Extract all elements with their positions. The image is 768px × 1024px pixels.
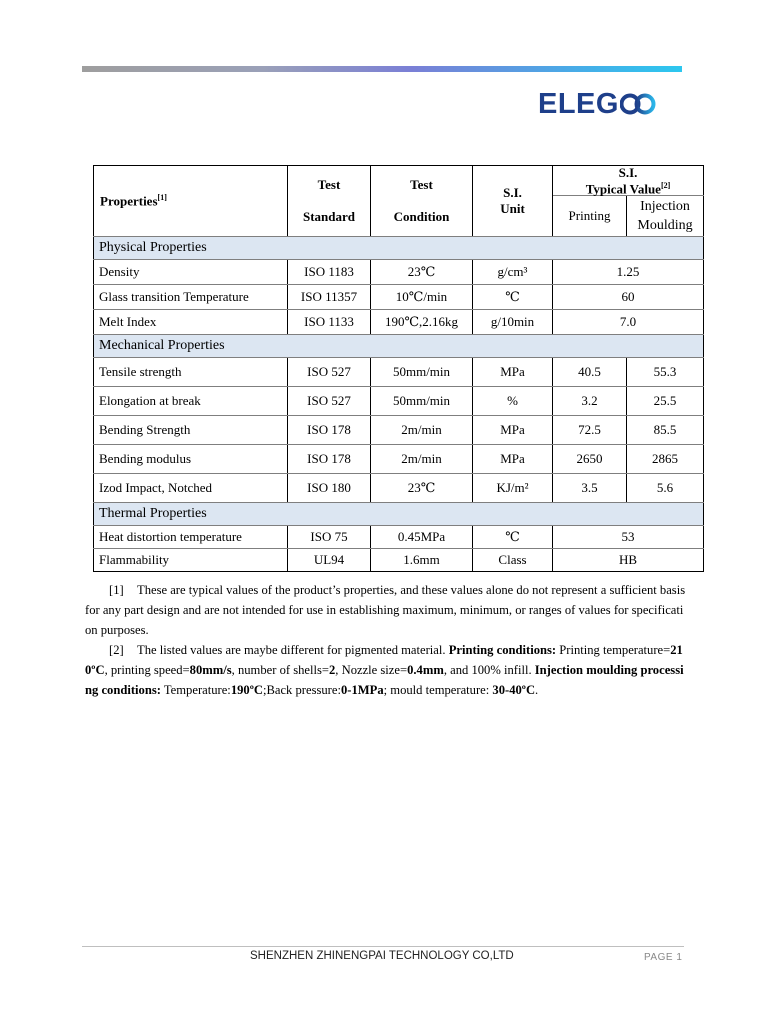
table-row	[94, 387, 704, 416]
section-physical-properties: Physical Properties	[94, 237, 704, 260]
table-row	[94, 549, 704, 572]
cell-value: 7.0	[553, 310, 704, 335]
table-row	[94, 260, 704, 285]
cell-property: Elongation at break	[94, 387, 288, 416]
cell-condition: 50mm/min	[371, 358, 473, 387]
cell-value: 1.25	[553, 260, 704, 285]
cell-printing: 3.5	[553, 474, 627, 503]
header-test-standard: Test Standard	[288, 166, 371, 237]
cell-condition: 50mm/min	[371, 387, 473, 416]
cell-property: Melt Index	[94, 310, 288, 335]
header-test-condition: Test Condition	[371, 166, 473, 237]
table-row	[94, 310, 704, 335]
cell-injection: 5.6	[627, 474, 704, 503]
cell-property: Density	[94, 260, 288, 285]
properties-table	[93, 165, 704, 572]
cell-unit: MPa	[473, 358, 553, 387]
cell-unit: ℃	[473, 285, 553, 310]
cell-property: Flammability	[94, 549, 288, 572]
footnotes	[85, 580, 689, 700]
cell-condition: 190℃,2.16kg	[371, 310, 473, 335]
logo-text: ELEG	[538, 87, 619, 120]
cell-unit: g/10min	[473, 310, 553, 335]
cell-property: Glass transition Temperature	[94, 285, 288, 310]
cell-unit: MPa	[473, 416, 553, 445]
cell-unit: ℃	[473, 526, 553, 549]
cell-unit: MPa	[473, 445, 553, 474]
cell-condition: 0.45MPa	[371, 526, 473, 549]
cell-condition: 2m/min	[371, 445, 473, 474]
cell-condition: 10℃/min	[371, 285, 473, 310]
table-row	[94, 285, 704, 310]
header-printing: Printing	[553, 196, 627, 237]
page-number: PAGE 1	[644, 952, 683, 963]
cell-value: HB	[553, 549, 704, 572]
cell-standard: UL94	[288, 549, 371, 572]
cell-standard: ISO 527	[288, 387, 371, 416]
cell-unit: KJ/m²	[473, 474, 553, 503]
header-injection-moulding: Injection Moulding	[627, 196, 704, 237]
cell-printing: 3.2	[553, 387, 627, 416]
elegoo-logo	[538, 88, 656, 120]
footer-divider	[82, 946, 684, 947]
cell-standard: ISO 75	[288, 526, 371, 549]
cell-standard: ISO 11357	[288, 285, 371, 310]
cell-value: 60	[553, 285, 704, 310]
cell-unit: %	[473, 387, 553, 416]
cell-property: Izod Impact, Notched	[94, 474, 288, 503]
cell-injection: 55.3	[627, 358, 704, 387]
section-mechanical-properties: Mechanical Properties	[94, 335, 704, 358]
cell-standard: ISO 1133	[288, 310, 371, 335]
table-row	[94, 416, 704, 445]
cell-printing: 72.5	[553, 416, 627, 445]
section-thermal-properties: Thermal Properties	[94, 503, 704, 526]
cell-condition: 23℃	[371, 260, 473, 285]
header-typical-value: S.I. Typical Value[2]	[553, 166, 704, 196]
cell-injection: 25.5	[627, 387, 704, 416]
footnote-1: [1] These are typical values of the product’s properties, and these values alone do not represent a sufficient basis for any part design and are not intended for use in establishing maximum, minimum, or ranges of values for specification purposes.	[85, 583, 686, 637]
cell-injection: 2865	[627, 445, 704, 474]
cell-condition: 2m/min	[371, 416, 473, 445]
cell-unit: Class	[473, 549, 553, 572]
cell-standard: ISO 178	[288, 445, 371, 474]
cell-condition: 1.6mm	[371, 549, 473, 572]
cell-standard: ISO 180	[288, 474, 371, 503]
infinity-logo-icon	[620, 91, 656, 117]
footer-company: SHENZHEN ZHINENGPAI TECHNOLOGY CO,LTD	[250, 950, 514, 962]
cell-property: Heat distortion temperature	[94, 526, 288, 549]
cell-standard: ISO 178	[288, 416, 371, 445]
cell-standard: ISO 527	[288, 358, 371, 387]
table-row	[94, 474, 704, 503]
table-row	[94, 526, 704, 549]
cell-printing: 40.5	[553, 358, 627, 387]
table-row	[94, 445, 704, 474]
cell-property: Tensile strength	[94, 358, 288, 387]
table-row	[94, 358, 704, 387]
cell-property: Bending Strength	[94, 416, 288, 445]
cell-property: Bending modulus	[94, 445, 288, 474]
header-gradient-bar	[82, 66, 682, 72]
footnote-2: [2] The listed values are maybe different for pigmented material. Printing conditions: Printing temperature=210ºC, printing speed=80mm/s, number of shells=2, Nozzle size=0.4mm, and 100% infill. Injection moulding processing conditions: Temperature:190ºC;Back pressure:0-1MPa; mould temperature: 30-40ºC.	[85, 643, 684, 697]
header-properties: Properties[1]	[94, 166, 288, 237]
cell-standard: ISO 1183	[288, 260, 371, 285]
cell-condition: 23℃	[371, 474, 473, 503]
header-si-unit: S.I. Unit	[473, 166, 553, 237]
cell-printing: 2650	[553, 445, 627, 474]
cell-value: 53	[553, 526, 704, 549]
cell-injection: 85.5	[627, 416, 704, 445]
cell-unit: g/cm³	[473, 260, 553, 285]
